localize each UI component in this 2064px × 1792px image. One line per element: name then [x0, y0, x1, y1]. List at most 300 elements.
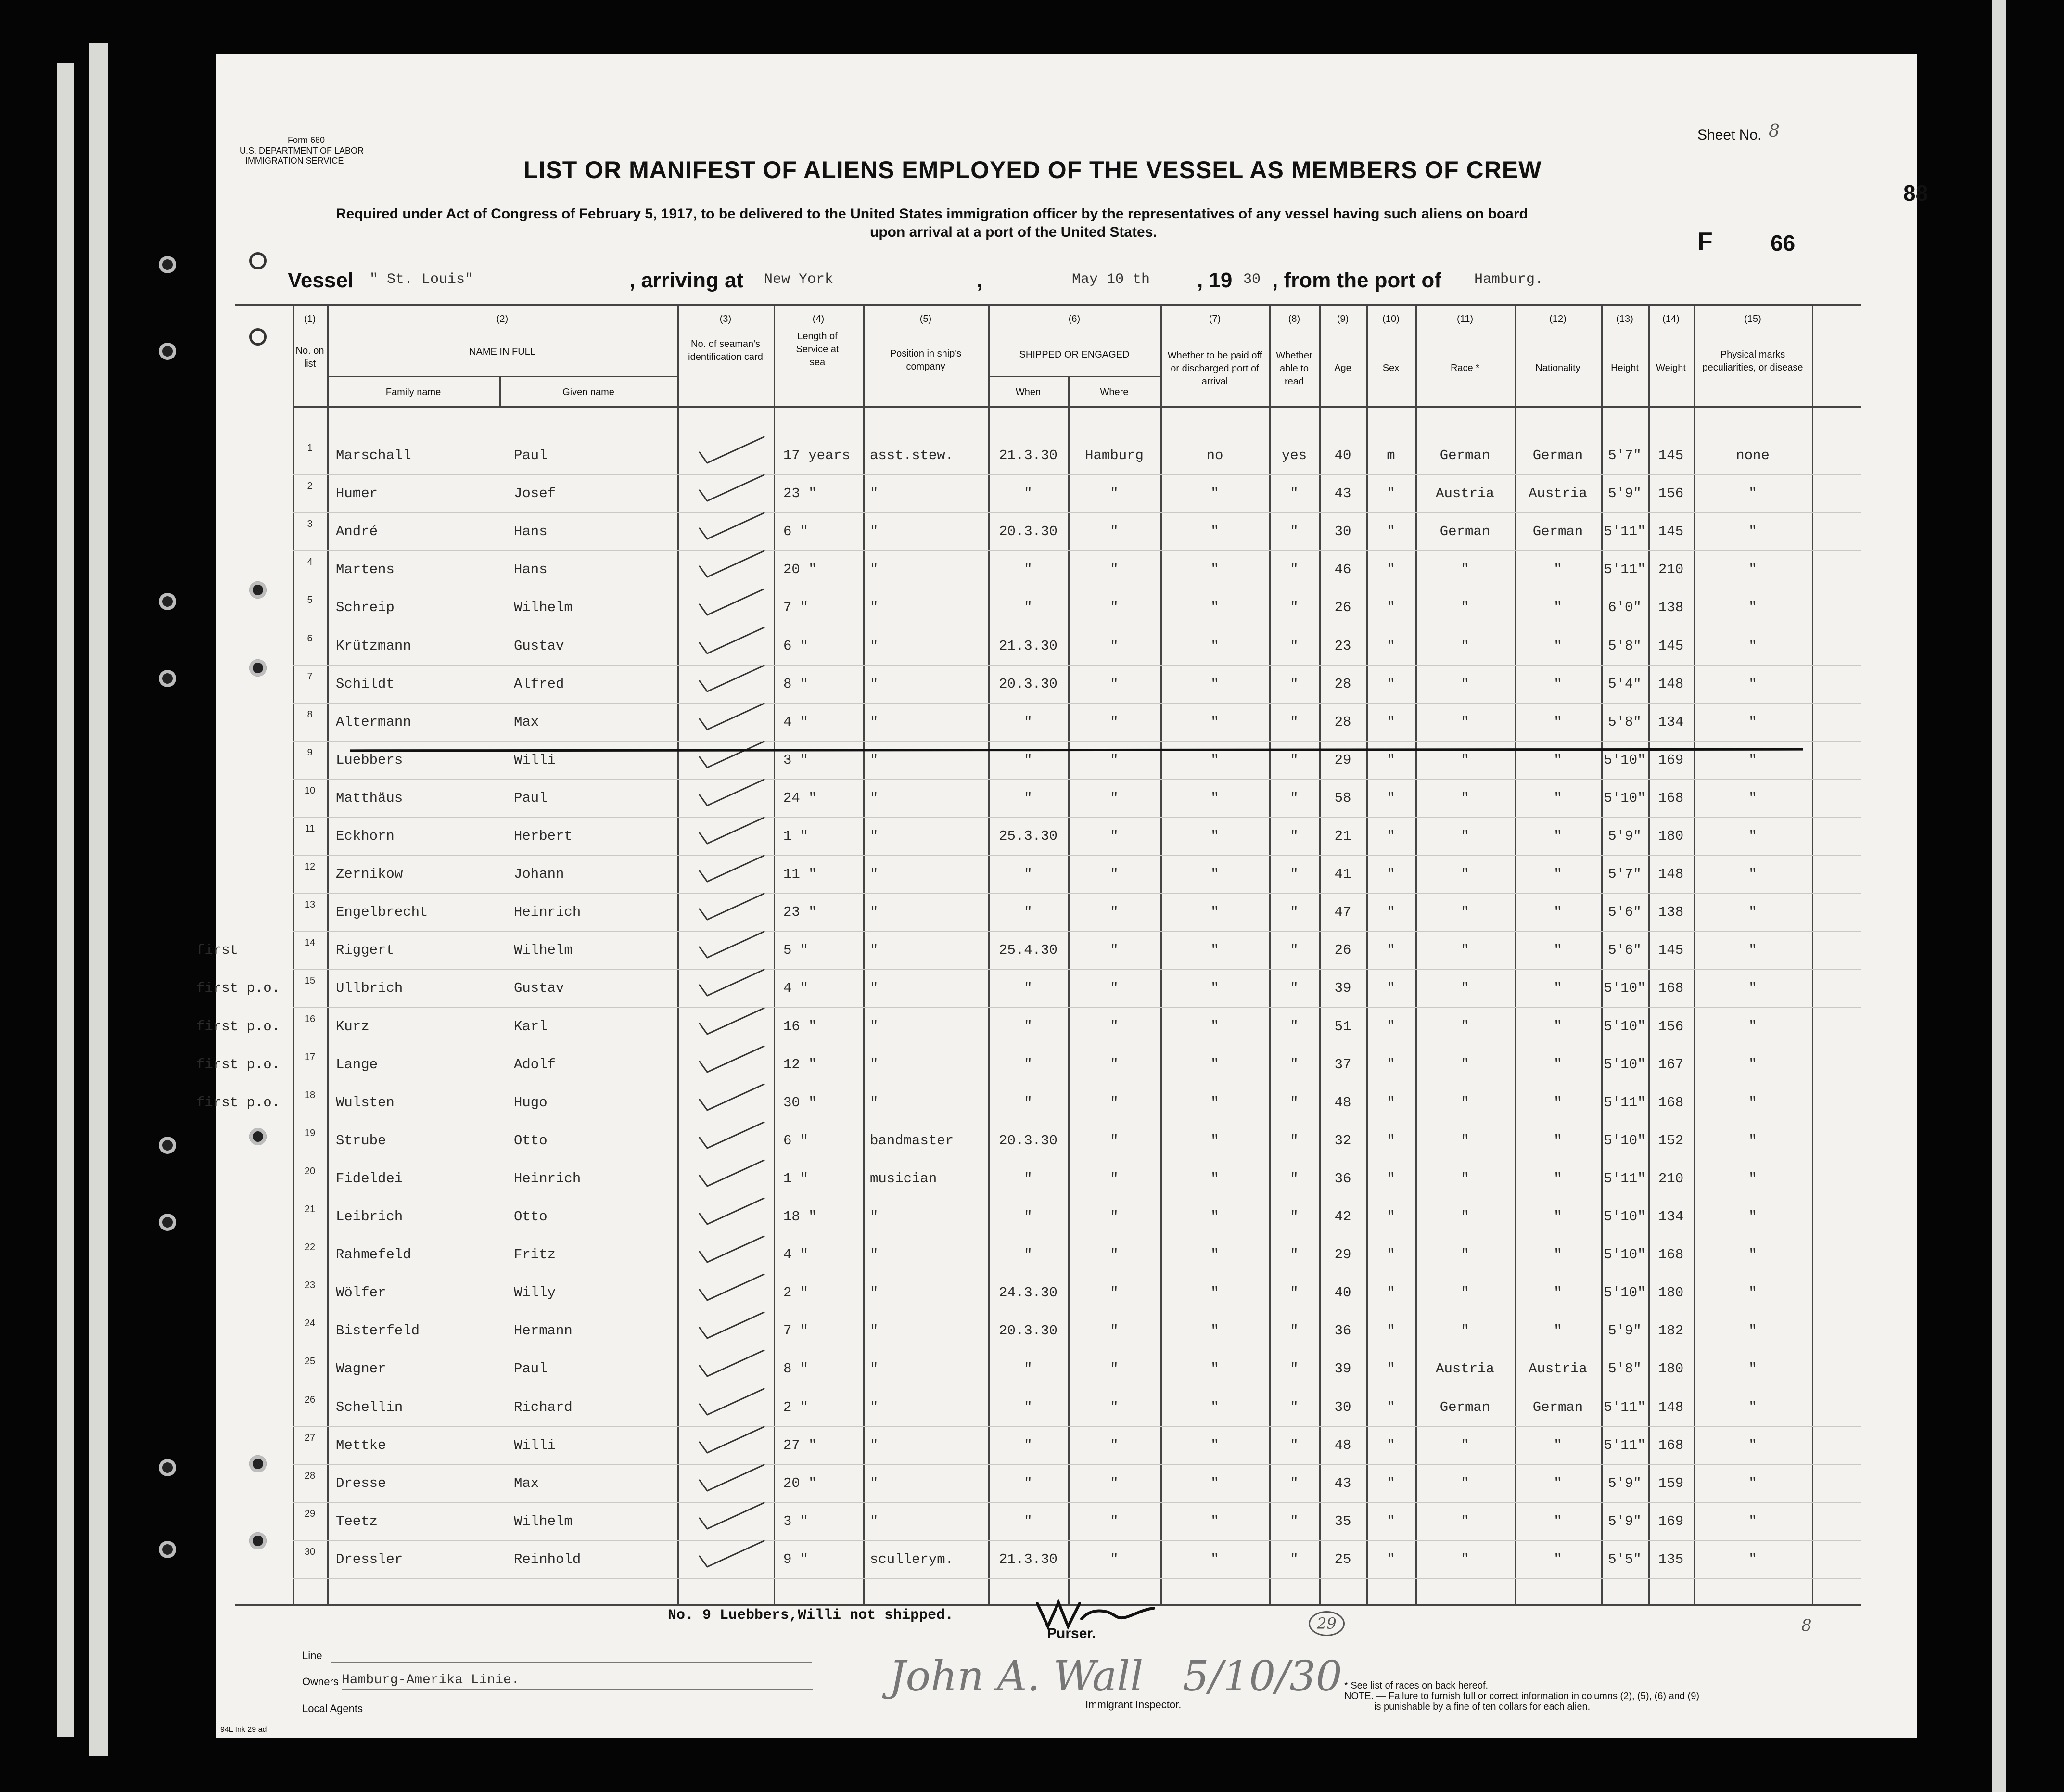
cell-age: 26 [1334, 600, 1351, 616]
cell-sex: " [1387, 1513, 1395, 1529]
cell-when: " [1024, 1399, 1032, 1415]
cell-marks: " [1748, 1056, 1757, 1073]
col1-number: (1) [304, 314, 316, 324]
cell-age: 48 [1334, 1437, 1351, 1453]
cell-paid: " [1210, 676, 1219, 692]
cell-no: 18 [304, 1089, 316, 1101]
cell-given: Gustav [514, 638, 564, 654]
cell-nationality: " [1554, 676, 1562, 692]
row-margin-note: first p.o. [196, 980, 280, 997]
cell-given: Alfred [514, 676, 564, 692]
department: U.S. DEPARTMENT OF LABOR [240, 146, 364, 155]
cell-read: yes [1281, 448, 1307, 463]
cell-given: Wilhelm [514, 600, 573, 616]
cell-read: " [1290, 638, 1299, 654]
row-rule [293, 779, 1861, 780]
col6-number: (6) [1068, 314, 1081, 324]
row-rule [293, 893, 1861, 894]
cell-race: " [1461, 752, 1469, 768]
cell-age: 29 [1334, 1247, 1351, 1263]
cell-position: " [870, 524, 879, 540]
cell-family: Teetz [336, 1513, 378, 1529]
cell-service: 4 " [783, 980, 809, 997]
cell-read: " [1290, 866, 1299, 883]
cell-sex: " [1387, 676, 1395, 692]
cell-family: Lange [336, 1056, 378, 1073]
cell-family: Mettke [336, 1437, 386, 1453]
cell-marks: " [1748, 904, 1757, 921]
row-margin-note: first p.o. [196, 1094, 280, 1111]
cell-read: " [1290, 714, 1299, 730]
cell-position: scullerym. [870, 1551, 954, 1567]
cell-read: " [1290, 828, 1299, 844]
cell-given: Paul [514, 790, 548, 806]
arriving-port: New York [764, 271, 834, 288]
cell-where: " [1110, 1170, 1119, 1187]
cell-height: 5'8" [1608, 638, 1642, 654]
page-corner-number: 8 [1801, 1616, 1812, 1635]
col13-number: (13) [1616, 314, 1633, 324]
cell-where: " [1110, 562, 1119, 578]
cell-no: 11 [305, 823, 315, 834]
cell-paid: " [1210, 1285, 1219, 1301]
cell-family: Ullbrich [336, 980, 403, 997]
cell-height: 5'10" [1604, 1132, 1646, 1149]
cell-service: 8 " [783, 1361, 809, 1377]
binder-hole [249, 252, 267, 269]
cell-nationality: German [1532, 524, 1583, 540]
cell-age: 36 [1334, 1170, 1351, 1187]
cell-height: 5'11" [1604, 562, 1646, 578]
cell-when: 21.3.30 [999, 1551, 1057, 1567]
cell-where: " [1110, 1132, 1119, 1149]
cell-service: 2 " [783, 1285, 809, 1301]
check-mark-icon [697, 1042, 769, 1076]
cell-service: 6 " [783, 638, 809, 654]
cell-marks: " [1748, 600, 1757, 616]
col10-number: (10) [1382, 314, 1400, 324]
cell-service: 4 " [783, 1247, 809, 1263]
cell-paid: " [1210, 1132, 1219, 1149]
cell-marks: none [1736, 448, 1770, 463]
cell-height: 5'11" [1604, 524, 1646, 540]
cell-marks: " [1748, 524, 1757, 540]
cell-read: " [1290, 1170, 1299, 1187]
cell-where: " [1110, 600, 1119, 616]
check-mark-icon [697, 1156, 769, 1190]
cell-family: Wölfer [336, 1285, 386, 1301]
cell-when: " [1024, 1018, 1032, 1035]
cell-position: bandmaster [870, 1132, 954, 1149]
cell-paid: " [1210, 600, 1219, 616]
cell-marks: " [1748, 942, 1757, 959]
cell-age: 58 [1334, 790, 1351, 806]
cell-service: 24 " [783, 790, 817, 806]
cell-weight: 138 [1658, 904, 1684, 921]
cell-given: Hermann [514, 1323, 573, 1339]
cell-service: 2 " [783, 1399, 809, 1415]
col4-header: Length of Service at sea [796, 331, 839, 368]
cell-when: 20.3.30 [999, 524, 1057, 540]
cell-service: 1 " [783, 828, 809, 844]
cell-age: 30 [1334, 1399, 1351, 1415]
col-divider [774, 304, 775, 1604]
cell-sex: " [1387, 600, 1395, 616]
cell-age: 28 [1334, 676, 1351, 692]
cell-paid: " [1210, 714, 1219, 730]
cell-where: " [1110, 1437, 1119, 1453]
cell-read: " [1290, 562, 1299, 578]
cell-height: 5'9" [1608, 1513, 1642, 1529]
cell-family: Krützmann [336, 638, 411, 654]
cell-age: 36 [1334, 1323, 1351, 1339]
cell-position: " [870, 1361, 879, 1377]
cell-weight: 148 [1658, 1399, 1684, 1415]
cell-position: " [870, 942, 879, 959]
arriving-label: , arriving at [629, 269, 744, 292]
cell-service: 9 " [783, 1551, 809, 1567]
cell-given: Willy [514, 1285, 556, 1301]
cell-height: 5'9" [1608, 1475, 1642, 1491]
cell-position: " [870, 1513, 879, 1529]
cell-sex: " [1387, 1018, 1395, 1035]
vessel-label: Vessel [288, 269, 354, 292]
row-rule [293, 1578, 1861, 1579]
cell-when: " [1024, 1056, 1032, 1073]
cell-service: 4 " [783, 714, 809, 730]
cell-age: 51 [1334, 1018, 1351, 1035]
cell-age: 35 [1334, 1513, 1351, 1529]
manifest-sheet [196, 54, 1928, 1738]
col8-number: (8) [1288, 314, 1300, 324]
check-mark-icon [697, 738, 769, 771]
col7-header: Whether to be paid off or discharged port of arrival [1167, 350, 1262, 387]
check-mark-icon [697, 1423, 769, 1457]
col6-header: SHIPPED OR ENGAGED [1019, 349, 1130, 360]
col8-header: Whether able to read [1276, 350, 1312, 387]
check-mark-icon [697, 1118, 769, 1152]
cell-age: 40 [1334, 1285, 1351, 1301]
cell-position: " [870, 600, 879, 616]
cell-no: 28 [304, 1470, 316, 1481]
cell-race: " [1461, 1551, 1469, 1567]
cell-paid: " [1210, 1247, 1219, 1263]
sheet-number: 8 [1769, 121, 1780, 141]
check-mark-icon [697, 547, 769, 581]
cell-no: 6 [307, 633, 313, 644]
cell-no: 23 [304, 1280, 316, 1291]
cell-position: " [870, 828, 879, 844]
cell-where: " [1110, 1056, 1119, 1073]
cell-sex: " [1387, 1399, 1395, 1415]
cell-age: 39 [1334, 980, 1351, 997]
circled-count: 29 [1309, 1611, 1345, 1636]
col7-number: (7) [1209, 314, 1221, 324]
cell-age: 37 [1334, 1056, 1351, 1073]
owners-value: Hamburg-Amerika Linie. [342, 1673, 520, 1688]
cell-nationality: " [1554, 1247, 1562, 1263]
cell-marks: " [1748, 1170, 1757, 1187]
cell-weight: 145 [1658, 638, 1684, 654]
binder-hole [159, 670, 176, 687]
cell-weight: 148 [1658, 676, 1684, 692]
cell-where: " [1110, 1513, 1119, 1529]
row-rule [293, 741, 1861, 742]
row-margin-note: first [196, 942, 239, 959]
cell-paid: " [1210, 790, 1219, 806]
row-rule [293, 474, 1861, 475]
cell-sex: " [1387, 1551, 1395, 1567]
cell-height: 5'10" [1604, 980, 1646, 997]
cell-height: 5'10" [1604, 1209, 1646, 1225]
cell-paid: " [1210, 1437, 1219, 1453]
cell-no: 25 [304, 1356, 316, 1367]
cell-weight: 134 [1658, 1209, 1684, 1225]
cell-nationality: " [1554, 790, 1562, 806]
cell-race: Austria [1436, 486, 1494, 502]
row-margin-note: first p.o. [196, 1018, 280, 1035]
cell-age: 42 [1334, 1209, 1351, 1225]
binder-hole [249, 659, 267, 677]
row-rule [293, 1464, 1861, 1465]
sheet-label: Sheet No. [1697, 127, 1762, 143]
cell-when: " [1024, 1170, 1032, 1187]
cell-height: 5'8" [1608, 1361, 1642, 1377]
cell-position: " [870, 752, 879, 768]
cell-weight: 180 [1658, 1285, 1684, 1301]
binder-hole [249, 1128, 267, 1145]
cell-age: 29 [1334, 752, 1351, 768]
cell-marks: " [1748, 486, 1757, 502]
cell-no: 14 [304, 937, 316, 948]
cell-family: Dresse [336, 1475, 386, 1491]
check-mark-icon [697, 966, 769, 999]
cell-sex: " [1387, 904, 1395, 921]
cell-weight: 210 [1658, 1170, 1684, 1187]
cell-race: " [1461, 638, 1469, 654]
cell-family: Wagner [336, 1361, 386, 1377]
check-mark-icon [697, 1385, 769, 1419]
cell-no: 29 [304, 1508, 316, 1519]
cell-height: 5'6" [1608, 942, 1642, 959]
cell-sex: " [1387, 562, 1395, 578]
cell-family: Matthäus [336, 790, 403, 806]
year-prefix: , 19 [1197, 269, 1233, 292]
binder-hole [249, 1532, 267, 1549]
col14-header: Weight [1656, 363, 1686, 373]
cell-where: " [1110, 1018, 1119, 1035]
stamp-letter: F [1697, 228, 1713, 256]
col4-number: (4) [812, 314, 825, 324]
inspector-signature: John A. Wall [889, 1652, 1144, 1701]
cell-service: 8 " [783, 676, 809, 692]
cell-paid: " [1210, 1323, 1219, 1339]
cell-when: " [1024, 1475, 1032, 1491]
cell-height: 5'6" [1608, 904, 1642, 921]
binder-hole [249, 328, 267, 346]
check-mark-icon [697, 433, 769, 467]
cell-family: Riggert [336, 942, 395, 959]
note-line1: NOTE. — Failure to furnish full or correct information in columns (2), (5), (6) and (9) [1344, 1691, 1700, 1702]
cell-race: " [1461, 904, 1469, 921]
cell-race: " [1461, 1513, 1469, 1529]
cell-read: " [1290, 942, 1299, 959]
col2-family-header: Family name [385, 387, 441, 397]
cell-when: " [1024, 486, 1032, 502]
cell-marks: " [1748, 1247, 1757, 1263]
cell-weight: 138 [1658, 600, 1684, 616]
cell-weight: 168 [1658, 1094, 1684, 1111]
inspector-date: 5/10/30 [1183, 1652, 1342, 1701]
check-mark-icon [697, 1461, 769, 1495]
cell-sex: " [1387, 1285, 1395, 1301]
cell-when: " [1024, 562, 1032, 578]
cell-height: 5'10" [1604, 1056, 1646, 1073]
check-mark-icon [697, 1004, 769, 1038]
cell-no: 8 [307, 709, 313, 720]
cell-marks: " [1748, 1132, 1757, 1149]
cell-marks: " [1748, 1437, 1757, 1453]
cell-weight: 180 [1658, 1361, 1684, 1377]
cell-family: Kurz [336, 1018, 369, 1035]
col11-number: (11) [1456, 314, 1474, 324]
cell-position: " [870, 562, 879, 578]
cell-no: 22 [304, 1242, 316, 1253]
cell-no: 21 [304, 1204, 316, 1215]
cell-marks: " [1748, 676, 1757, 692]
cell-race: " [1461, 1247, 1469, 1263]
cell-marks: " [1748, 562, 1757, 578]
cell-position: " [870, 1247, 879, 1263]
from-label: , from the port of [1272, 269, 1441, 292]
check-mark-icon [697, 624, 769, 657]
cell-race: German [1440, 1399, 1491, 1415]
cell-family: Leibrich [336, 1209, 403, 1225]
cell-weight: 210 [1658, 562, 1684, 578]
cell-position: " [870, 1018, 879, 1035]
header-bottom-rule [293, 406, 1861, 408]
cell-given: Paul [514, 448, 548, 463]
col6-when-header: When [1015, 387, 1041, 397]
cell-paid: " [1210, 486, 1219, 502]
row-rule [293, 931, 1861, 932]
cell-service: 20 " [783, 562, 817, 578]
cell-nationality: " [1554, 1018, 1562, 1035]
cell-no: 27 [304, 1432, 316, 1443]
col5-header: Position in ship's company [890, 348, 962, 372]
cell-paid: " [1210, 1513, 1219, 1529]
cell-given: Josef [514, 486, 556, 502]
cell-height: 5'4" [1608, 676, 1642, 692]
cell-family: André [336, 524, 378, 540]
cell-age: 21 [1334, 828, 1351, 844]
cell-paid: " [1210, 942, 1219, 959]
cell-family: Rahmefeld [336, 1247, 411, 1263]
cell-no: 20 [304, 1165, 316, 1177]
cell-position: " [870, 486, 879, 502]
cell-service: 7 " [783, 1323, 809, 1339]
cell-position: " [870, 1323, 879, 1339]
cell-weight: 180 [1658, 828, 1684, 844]
table-top-rule [235, 304, 1861, 306]
col13-header: Height [1611, 363, 1639, 373]
cell-paid: " [1210, 1170, 1219, 1187]
cell-when: 25.3.30 [999, 828, 1057, 844]
cell-when: " [1024, 1513, 1032, 1529]
cell-read: " [1290, 1132, 1299, 1149]
cell-given: Heinrich [514, 904, 581, 921]
cell-no: 3 [307, 519, 313, 530]
check-mark-icon [697, 1537, 769, 1571]
cell-weight: 135 [1658, 1551, 1684, 1567]
cell-given: Max [514, 1475, 539, 1491]
date-comma: , [977, 269, 983, 292]
cell-when: " [1024, 714, 1032, 730]
cell-service: 3 " [783, 752, 809, 768]
cell-nationality: " [1554, 1094, 1562, 1111]
cell-weight: 168 [1658, 1437, 1684, 1453]
row-rule [293, 855, 1861, 856]
cell-height: 5'10" [1604, 1247, 1646, 1263]
row-rule [293, 1007, 1861, 1008]
cell-weight: 145 [1658, 942, 1684, 959]
cell-where: Hamburg [1085, 448, 1144, 463]
col12-number: (12) [1549, 314, 1567, 324]
cell-paid: " [1210, 866, 1219, 883]
cell-marks: " [1748, 1323, 1757, 1339]
check-mark-icon [697, 509, 769, 543]
cell-position: " [870, 866, 879, 883]
cell-weight: 156 [1658, 1018, 1684, 1035]
binder-hole [159, 593, 176, 610]
cell-family: Wulsten [336, 1094, 395, 1111]
cell-race: " [1461, 1132, 1469, 1149]
cell-nationality: German [1532, 1399, 1583, 1415]
cell-when: 21.3.30 [999, 448, 1057, 463]
cell-race: " [1461, 714, 1469, 730]
cell-height: 5'7" [1608, 866, 1642, 883]
cell-no: 7 [307, 671, 313, 682]
cell-weight: 168 [1658, 980, 1684, 997]
cell-read: " [1290, 676, 1299, 692]
cell-sex: " [1387, 1209, 1395, 1225]
cell-race: " [1461, 1323, 1469, 1339]
col-divider [677, 304, 679, 1604]
cell-given: Hans [514, 524, 548, 540]
col9-number: (9) [1337, 314, 1349, 324]
cell-family: Strube [336, 1132, 386, 1149]
cell-sex: " [1387, 980, 1395, 997]
owners-label: Owners [302, 1676, 339, 1688]
cell-paid: " [1210, 1094, 1219, 1111]
cell-service: 7 " [783, 600, 809, 616]
cell-read: " [1290, 1209, 1299, 1225]
cell-service: 23 " [783, 486, 817, 502]
cell-when: " [1024, 1437, 1032, 1453]
cell-when: " [1024, 600, 1032, 616]
cell-nationality: " [1554, 1437, 1562, 1453]
row-margin-note: first p.o. [196, 1056, 280, 1073]
cell-race: " [1461, 828, 1469, 844]
cell-no: 17 [304, 1051, 316, 1062]
col10-header: Sex [1382, 363, 1400, 373]
cell-race: " [1461, 980, 1469, 997]
cell-position: " [870, 1209, 879, 1225]
cell-race: " [1461, 1056, 1469, 1073]
cell-sex: " [1387, 866, 1395, 883]
cell-position: " [870, 1056, 879, 1073]
cell-race: " [1461, 1170, 1469, 1187]
